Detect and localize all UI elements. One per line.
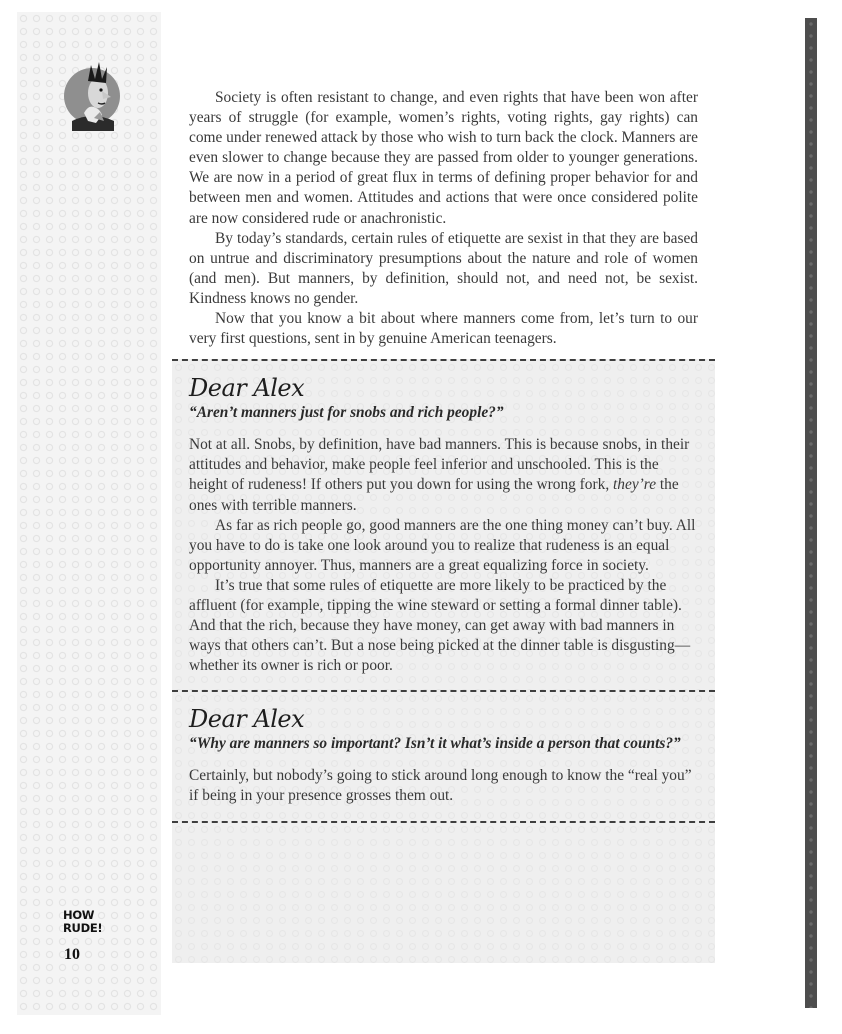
alex-portrait-icon: [62, 57, 126, 131]
dear-alex-box-1: [172, 359, 715, 690]
answer-paragraph: Certainly, but nobody’s going to stick around long enough to know the “real you” if being in your presence grosses them out.: [189, 767, 692, 805]
answer-paragraph: It’s true that some rules of etiquette are more likely to be practiced by the affluent (for example, tipping the wine steward or setting a formal dinner table). And that the rich, because they have money, can get away with bad manners in ways that others can’t. But a nose being picked at the dinner table is disgusting—whether its owner is rich or poor.: [189, 576, 691, 675]
page-content: [172, 85, 715, 1034]
decorative-side-pattern: [17, 12, 161, 1015]
dear-alex-heading: Dear Alex: [189, 374, 305, 403]
answer-paragraph: As far as rich people go, good manners are the one thing money can’t buy. All you have to do is take one look around you to realize that rudeness is an equal opportunity annoyer. Thus, manners are a great equalizing force in society.: [189, 516, 696, 574]
box-background-filler: [172, 823, 715, 963]
dear-alex-heading: Dear Alex: [189, 705, 305, 734]
alex-answer: [189, 766, 698, 806]
dear-alex-box-2: [172, 690, 715, 822]
book-title-logo: HOW RUDE!: [63, 908, 103, 935]
intro-paragraph: Society is often resistant to change, and even rights that have been won after years of struggle (for example, women’s rights, voting rights, gay rights) can come under renewed attack by those who wish to turn back the clock. Manners are even slower to change because they are passed from older to younger generations. We are now in a period of great flux in terms of defining proper behavior for and between men and women. Attitudes and actions that were once considered polite are now considered rude or anachronistic.: [189, 89, 698, 227]
intro-paragraph: Now that you know a bit about where manners come from, let’s turn to our very first questions, sent in by genuine American teenagers.: [189, 310, 698, 348]
alex-answer: [189, 435, 698, 676]
emphasis-text: they’re: [613, 476, 657, 494]
answer-paragraph: Not at all. Snobs, by definition, have bad manners. This is because snobs, in their attitudes and behavior, make people feel inferior and unschooled. This is the height of rudeness! If others put you down for using the wrong fork, they’re the ones with terrible manners.: [189, 436, 690, 514]
reader-question: “Why are manners so important? Isn’t it what’s inside a person that counts?”: [189, 735, 681, 753]
page-number: 10: [64, 946, 80, 963]
reader-question: “Aren’t manners just for snobs and rich people?”: [189, 404, 504, 422]
page-edge-bar: [805, 18, 817, 1008]
intro-section: [172, 85, 715, 349]
intro-paragraph: By today’s standards, certain rules of etiquette are sexist in that they are based on untrue and discriminatory presumptions about the nature and role of women (and men). But manners, by definition, should not, and need not, be sexist. Kindness knows no gender.: [189, 229, 698, 307]
